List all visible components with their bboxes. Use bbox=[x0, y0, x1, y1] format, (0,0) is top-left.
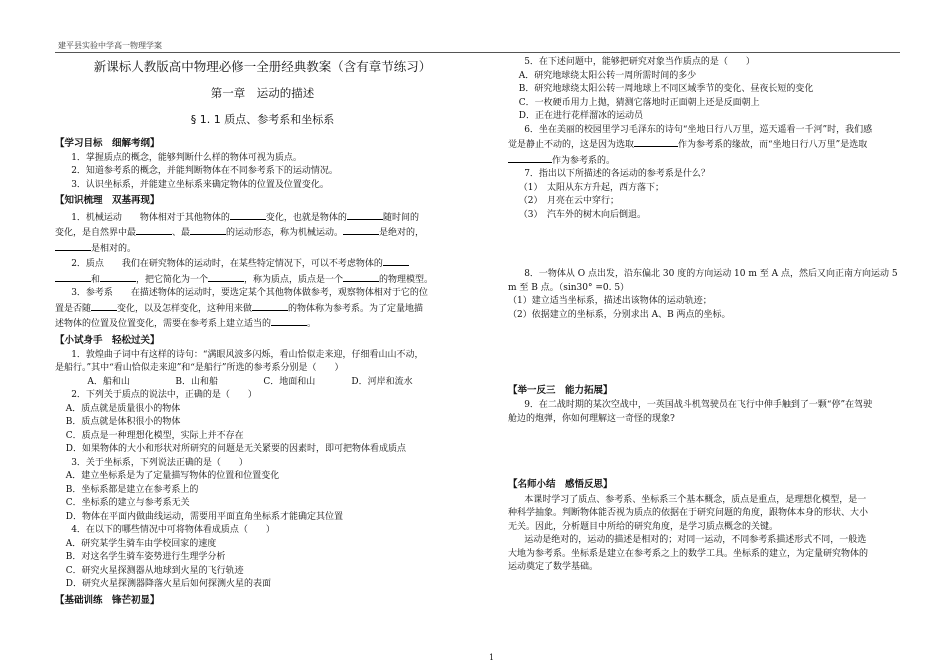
blank[interactable] bbox=[190, 225, 226, 235]
knowledge-1: 1．机械运动 物体相对于其他物体的 变化，也就是物体的 随时间的 bbox=[55, 210, 470, 226]
blank[interactable] bbox=[634, 137, 678, 147]
page-header: 建平县实验中学高一物理学案 bbox=[58, 41, 162, 50]
summary-heading: 【名师小结 感悟反思】 bbox=[508, 479, 613, 491]
blank[interactable] bbox=[252, 301, 288, 311]
answer-space[interactable] bbox=[508, 322, 903, 382]
option[interactable]: A．研究地球绕太阳公转一周所需时间的多少 bbox=[518, 70, 697, 81]
goal-item: 1．掌握质点的概念，能够判断什么样的物体可视为质点。 bbox=[71, 152, 302, 163]
header-rule bbox=[55, 52, 900, 53]
question-6-cont: 觉是静止不动的，这是因为选取 作为参考系的缘故，而“坐地日行八万里”是选取 bbox=[508, 137, 903, 153]
option[interactable]: A．研究某学生骑车由学校回家的速度 bbox=[65, 538, 217, 549]
doc-title: 新课标人教版高中物理必修一全册经典教案（含有章节练习） bbox=[93, 59, 432, 74]
blank[interactable] bbox=[230, 210, 266, 220]
blank[interactable] bbox=[508, 153, 552, 163]
option[interactable]: B．质点就是体积很小的物体 bbox=[65, 417, 181, 428]
summary-text: 大地为参考系。坐标系是建立在参考系之上的数学工具。坐标系的建立，为定量研究物体的 bbox=[508, 548, 869, 559]
question-1-options bbox=[55, 376, 470, 390]
basic-heading: 【基础训练 锋芒初显】 bbox=[55, 594, 160, 606]
option[interactable]: B．坐标系都是建立在参考系上的 bbox=[65, 484, 199, 495]
question-5: 5．在下述问题中，能够把研究对象当作质点的是（ ） bbox=[524, 57, 755, 67]
knowledge-2: 2．质点 我们在研究物体的运动时，在某些特定情况下，可以不考虑物体的 bbox=[55, 256, 470, 272]
blank[interactable] bbox=[343, 225, 379, 235]
section-title: § 1. 1 质点、参考系和坐标系 bbox=[190, 113, 335, 126]
blank[interactable] bbox=[55, 272, 91, 282]
question-2: 2．下列关于质点的说法中，正确的是（ ） bbox=[71, 390, 257, 401]
summary-text: 种科学抽象。判断物体能否视为质点的依据在于研究问题的角度，跟物体本身的形状、大小 bbox=[508, 508, 869, 518]
question-3: 3．关于坐标系，下列说法正确的是（ ） bbox=[71, 457, 248, 468]
list-item: （2）依据建立的坐标系，分别求出 A、B 两点的坐标。 bbox=[508, 309, 731, 320]
extend-heading: 【举一反三 能力拓展】 bbox=[508, 385, 613, 396]
question-1-cont: 是船行。”其中“看山恰似走来迎”和“是船行”所选的参考系分别是（ ） bbox=[55, 363, 344, 374]
right-column bbox=[508, 56, 903, 575]
option[interactable]: C．一枚硬币用力上抛，猜测它落地时正面朝上还是反面朝上 bbox=[518, 97, 760, 108]
blank[interactable] bbox=[136, 225, 172, 235]
knowledge-1-cont: 变化，是自然界中最 、最 的运动形态，称为机械运动。 是绝对的， bbox=[55, 225, 470, 241]
question-8: 8．一物体从 O 点出发，沿东偏北 30 度的方向运动 10 m 至 A 点，然后又向正南方向运动 5 bbox=[524, 269, 898, 279]
blank[interactable] bbox=[343, 272, 379, 282]
option[interactable]: B．对这名学生骑车姿势进行生理学分析 bbox=[65, 552, 226, 563]
knowledge-1-end: 是相对的。 bbox=[55, 241, 470, 257]
question-9: 9．在二战时期的某次空战中，一英国战斗机驾驶员在飞行中伸手触到了一颗“停”在驾驶 bbox=[524, 400, 873, 411]
option[interactable]: D．正在进行花样溜冰的运动员 bbox=[518, 111, 644, 121]
blank[interactable] bbox=[271, 316, 307, 326]
knowledge-3-cont: 置是否随 变化，以及怎样变化，这种用来做 的物体称为参考系。为了定量地描 bbox=[55, 301, 470, 317]
question-4: 4．在以下的哪些情况中可将物体看成质点（ ） bbox=[71, 525, 275, 536]
left-column bbox=[55, 56, 470, 609]
question-6: 6．坐在美丽的校园里学习毛泽东的诗句“坐地日行八万里，巡天遥看一千河”时，我们感 bbox=[524, 124, 873, 135]
answer-space[interactable] bbox=[508, 426, 903, 476]
option[interactable]: C．质点是一种理想化模型，实际上并不存在 bbox=[65, 430, 244, 441]
list-item: （3） 汽车外的树木向后倒退。 bbox=[518, 209, 647, 220]
list-item: （2） 月亮在云中穿行； bbox=[518, 196, 620, 206]
summary-text: 运动是绝对的，运动的描述是相对的；对同一运动，不同参考系描述形式不同，一般选 bbox=[524, 535, 867, 545]
practice-heading: 【小试身手 轻松过关】 bbox=[55, 334, 160, 346]
knowledge-3-end: 述物体的位置及位置变化，需要在参考系上建立适当的 。 bbox=[55, 316, 470, 332]
page-number: 1 bbox=[489, 653, 495, 662]
question-7: 7．指出以下所描述的各运动的参考系是什么？ bbox=[524, 169, 710, 179]
question-6-end: 作为参考系的。 bbox=[508, 153, 903, 169]
goal-item: 3．认识坐标系，并能建立坐标系来确定物体的位置及位置变化。 bbox=[71, 179, 329, 190]
goal-item: 2．知道参考系的概念，并能判断物体在不同参考系下的运动情况。 bbox=[71, 166, 338, 177]
question-9-cont: 舱边的炮弹，你如何理解这一奇怪的现象? bbox=[508, 413, 675, 424]
summary-text: 本课时学习了质点、参考系、坐标系三个基本概念，质点是重点，是理想化模型，是一 bbox=[524, 494, 867, 505]
goals-heading: 【学习目标 细解考纲】 bbox=[55, 137, 160, 149]
blank[interactable] bbox=[91, 301, 117, 311]
blank[interactable] bbox=[347, 210, 383, 220]
option[interactable]: C．坐标系的建立与参考系无关 bbox=[65, 498, 190, 509]
blank[interactable] bbox=[55, 241, 91, 251]
option[interactable]: C．研究火星探测器从地球到火星的飞行轨迹 bbox=[65, 565, 244, 576]
summary-text: 运动奠定了数学基础。 bbox=[508, 562, 599, 572]
summary-text: 无关。因此，分析题目中所给的研究角度，是学习质点概念的关键。 bbox=[508, 521, 779, 532]
question-8-cont: m 至 B 点。（sin30° =0. 5） bbox=[508, 282, 630, 293]
option[interactable]: A．建立坐标系是为了定量描写物体的位置和位置变化 bbox=[65, 471, 280, 482]
option[interactable]: A．船和山 bbox=[87, 376, 130, 387]
option[interactable]: A．质点就是质量很小的物体 bbox=[65, 403, 181, 414]
blank[interactable] bbox=[208, 272, 244, 282]
option[interactable]: D．物体在平面内做曲线运动，需要用平面直角坐标系才能确定其位置 bbox=[65, 511, 344, 522]
knowledge-heading: 【知识梳理 双基再现】 bbox=[55, 195, 160, 207]
option[interactable]: D．河岸和流水 bbox=[351, 376, 413, 387]
option[interactable]: D．研究火星探测器降落火星后如何探测火星的表面 bbox=[65, 579, 272, 590]
option[interactable]: C．地面和山 bbox=[263, 376, 316, 387]
answer-space[interactable] bbox=[508, 222, 903, 268]
knowledge-3: 3．参考系 在描述物体的运动时，要选定某个其他物体做参考，观察物体相对于它的位 bbox=[71, 288, 428, 298]
blank[interactable] bbox=[100, 272, 136, 282]
chapter-title: 第一章 运动的描述 bbox=[210, 85, 315, 100]
list-item: （1） 太阳从东方升起，西方落下； bbox=[518, 182, 665, 193]
option[interactable]: D．如果物体的大小和形状对所研究的问题是无关紧要的因素时，即可把物体看成质点 bbox=[65, 444, 407, 455]
list-item: （1）建立适当坐标系，描述出该物体的运动轨迹； bbox=[508, 296, 712, 306]
option[interactable]: B．山和船 bbox=[175, 376, 218, 387]
knowledge-2-cont: 和 ，把它简化为一个 ，称为质点，质点是一个 的物理模型。 bbox=[55, 272, 470, 288]
question-1: 1．敦煌曲子词中有这样的诗句：“满眼风波多闪烁，看山恰似走来迎，仔细看山山不动， bbox=[71, 349, 424, 360]
option[interactable]: B．研究地球绕太阳公转一周地球上不同区域季节的变化、昼夜长短的变化 bbox=[518, 84, 814, 94]
blank[interactable] bbox=[383, 256, 409, 266]
